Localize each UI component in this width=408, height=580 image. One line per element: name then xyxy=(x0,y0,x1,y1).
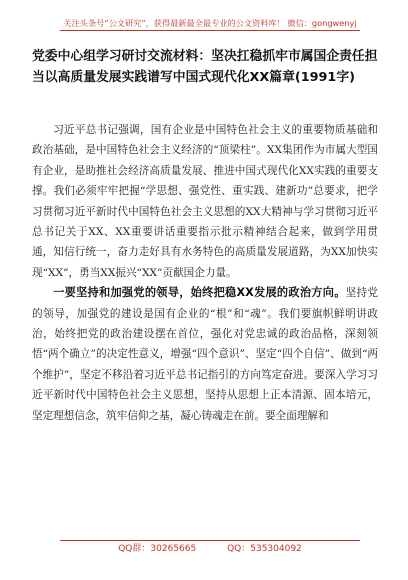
footer-banner xyxy=(60,540,360,557)
paragraph-intro xyxy=(32,120,378,283)
header-banner: 关注头条号“公文研究”，获得最新最全最专业的公文资料库！ 微信：gongwenyj xyxy=(60,16,360,31)
document-title: 党委中心组学习研讨交流材料：坚决扛稳抓牢市属国企责任担当以高质量发展实践谱写中国式现代化XX篇章(1991字) xyxy=(32,49,378,85)
footer-qq-contact: QQ：535304092 xyxy=(227,544,302,554)
paragraph-lead: 一要坚持和加强党的领导，始终把稳XX发展的政治方向。 xyxy=(53,286,346,300)
paragraph-party-leadership xyxy=(32,283,378,426)
paragraph-text: 坚持党的领导，加强党的建设是国有企业的“根”和“魂”。我们要旗帜鲜明讲政治，始终把党的政治建设摆在首位，强化对党忠诚的政治品格，深刻领悟“两个确立”的决定性意义，增强“四个意识”、坚定“四个自信”、做到“两个维护”，坚定不移沿着习近平总书记指引的方向笃定奋进。要深入学习习近平新时代中国特色社会主义思想，坚持从思想上正本清源、固本培元，坚定理想信念，筑牢信仰之基，凝心铸魂走在前。要全面理解和 xyxy=(32,287,378,422)
document-body xyxy=(32,120,378,426)
footer-qq-group: QQ群：30265665 xyxy=(118,544,197,554)
paragraph-text: 习近平总书记强调，国有企业是中国特色社会主义的重要物质基础和政治基础，是中国特色社会主义经济的“顶梁柱”。XX集团作为市属大型国有企业，是助推社会经济高质量发展、推进中国式现代化XX实践的重要支撑。我们必须牢牢把握“学思想、强党性、重实践、建新功”总要求，把学习贯彻习近平新时代中国特色社会主义思想的XX大精神与学习贯彻习近平总书记关于XX、XX重要讲话重要指示批示精神结合起来，做到学用贯通，知信行统一，奋力走好具有水务特色的高质量发展道路，为XX加快实现“XX”，勇当XX振兴“XX”贡献国企力量。 xyxy=(32,124,378,279)
